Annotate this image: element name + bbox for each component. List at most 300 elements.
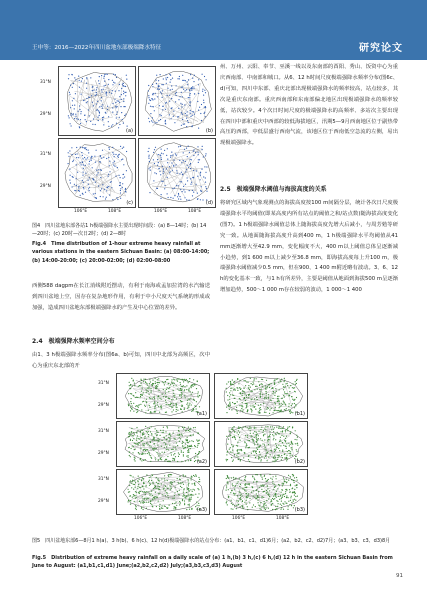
station-marker [175,449,176,450]
station-marker [137,435,138,436]
station-marker [141,454,142,455]
station-marker [176,95,177,96]
station-marker [139,442,140,443]
station-marker [147,449,148,450]
station-marker [117,106,118,107]
station-marker [164,460,165,461]
station-marker [246,407,247,408]
station-marker [283,483,284,484]
station-marker [227,475,228,476]
station-marker [232,485,233,486]
station-marker [154,163,155,164]
station-marker [269,474,270,475]
station-marker [169,461,170,462]
station-marker [104,81,105,82]
station-marker [244,397,245,398]
station-marker [154,448,155,449]
station-marker [249,440,250,441]
station-marker [285,446,286,447]
station-marker [263,491,264,492]
station-marker [279,499,280,500]
station-marker [266,449,267,450]
station-marker [240,506,241,507]
station-marker [114,82,115,83]
station-marker [254,479,255,480]
station-marker [98,172,99,173]
station-marker [96,103,97,104]
station-marker [157,486,158,487]
station-marker [76,178,77,179]
station-marker [260,407,261,408]
station-marker [242,406,243,407]
station-marker [158,438,159,439]
station-marker [167,177,168,178]
station-marker [193,427,194,428]
station-marker [125,189,126,190]
station-marker [205,186,206,187]
station-marker [246,395,247,396]
station-marker [82,175,83,176]
station-marker [153,106,154,107]
station-marker [288,480,289,481]
station-marker [150,503,151,504]
station-marker [152,94,153,95]
station-marker [130,504,131,505]
station-marker [190,428,191,429]
station-marker [98,110,99,111]
station-marker [179,196,180,197]
station-marker [294,499,295,500]
station-marker [184,149,185,150]
station-marker [156,188,157,189]
station-marker [167,427,168,428]
station-marker [134,484,135,485]
station-marker [170,481,171,482]
station-marker [239,405,240,406]
station-marker [166,168,167,169]
station-marker [158,406,159,407]
station-marker [241,480,242,481]
station-marker [107,187,108,188]
station-marker [161,153,162,154]
station-marker [180,379,181,380]
station-marker [231,457,232,458]
station-marker [120,146,121,147]
station-marker [273,435,274,436]
station-marker [142,477,143,478]
station-marker [262,440,263,441]
station-marker [285,393,286,394]
station-marker [181,92,182,93]
station-marker [248,456,249,457]
station-marker [257,399,258,400]
station-marker [287,509,288,510]
station-marker [283,389,284,390]
station-marker [199,107,200,108]
station-marker [164,478,165,479]
station-marker [285,438,286,439]
county-boundary [154,92,189,117]
station-marker [120,190,121,191]
station-marker [140,383,141,384]
station-marker [149,161,150,162]
station-marker [125,191,126,192]
station-marker [288,475,289,476]
station-marker [111,187,112,188]
station-marker [267,407,268,408]
station-marker [155,378,156,379]
station-marker [231,508,232,509]
station-marker [279,406,280,407]
station-marker [200,175,201,176]
station-marker [101,89,102,90]
station-marker [268,397,269,398]
station-marker [234,388,235,389]
station-marker [283,509,284,510]
station-marker [290,476,291,477]
station-marker [203,100,204,101]
station-marker [288,409,289,410]
station-marker [282,495,283,496]
station-marker [182,87,183,88]
station-marker [140,487,141,488]
lon-label: 108°E [178,516,192,521]
station-marker [230,435,231,436]
station-marker [201,120,202,121]
station-marker [167,495,168,496]
station-marker [229,392,230,393]
station-marker [116,117,117,118]
station-marker [159,480,160,481]
station-marker [113,165,114,166]
station-marker [198,391,199,392]
station-marker [95,124,96,125]
station-marker [262,386,263,387]
station-marker [265,388,266,389]
station-marker [164,150,165,151]
station-marker [145,406,146,407]
station-marker [130,500,131,501]
station-marker [245,380,246,381]
station-marker [262,506,263,507]
station-marker [245,485,246,486]
station-marker [156,482,157,483]
station-marker [142,496,143,497]
station-marker [290,433,291,434]
station-marker [180,146,181,147]
station-marker [190,163,191,164]
station-marker [268,495,269,496]
station-marker [158,483,159,484]
station-marker [174,383,175,384]
station-marker [95,182,96,183]
station-marker [189,164,190,165]
station-marker [183,474,184,475]
station-marker [168,383,169,384]
station-marker [101,100,102,101]
station-marker [271,383,272,384]
station-marker [152,86,153,87]
station-marker [142,491,143,492]
lon-label: 106°E [74,209,88,214]
station-marker [189,431,190,432]
station-marker [109,165,110,166]
station-marker [83,182,84,183]
station-marker [144,445,145,446]
station-marker [188,430,189,431]
station-marker [91,160,92,161]
station-marker [157,384,158,385]
station-marker [197,445,198,446]
station-marker [246,446,247,447]
station-marker [190,116,191,117]
station-marker [129,385,130,386]
station-map [215,470,307,514]
station-marker [198,477,199,478]
map-panel [138,138,216,208]
lat-label: 31°N [98,477,109,482]
station-marker [188,499,189,500]
station-marker [174,481,175,482]
station-marker [149,121,150,122]
station-marker [167,456,168,457]
station-marker [247,506,248,507]
station-marker [174,453,175,454]
station-marker [70,123,71,124]
station-marker [150,100,151,101]
station-marker [277,401,278,402]
station-marker [196,408,197,409]
station-map [139,139,215,207]
station-marker [188,405,189,406]
station-marker [181,434,182,435]
station-marker [276,491,277,492]
station-marker [191,445,192,446]
station-marker [245,426,246,427]
station-marker [265,456,266,457]
station-marker [295,391,296,392]
station-marker [184,504,185,505]
station-marker [251,436,252,437]
station-marker [249,484,250,485]
station-marker [243,388,244,389]
station-marker [150,441,151,442]
lat-label: 29°N [98,499,109,504]
station-marker [143,478,144,479]
station-marker [161,399,162,400]
station-marker [149,483,150,484]
station-marker [290,413,291,414]
station-marker [177,78,178,79]
station-marker [161,84,162,85]
station-marker [136,492,137,493]
station-marker [205,155,206,156]
station-marker [68,74,69,75]
station-marker [278,382,279,383]
station-marker [195,427,196,428]
station-marker [182,427,183,428]
left-paragraph-1: 西侧588 dagpm在长江消线附近摆动，有利于南海或孟加拉湾的水汽输送到四川盆地上空，因存在复杂地形作用，有利于中小尺度天气系统的形成或加强，造成四川盆地东部极端强降水的产生及中心位置的差异。 [32,283,210,311]
station-marker [150,493,151,494]
station-marker [103,117,104,118]
station-marker [251,486,252,487]
station-marker [187,479,188,480]
station-marker [251,492,252,493]
station-marker [201,104,202,105]
station-marker [287,385,288,386]
station-marker [277,447,278,448]
station-marker [235,485,236,486]
station-marker [105,74,106,75]
station-marker [159,382,160,383]
station-marker [287,459,288,460]
station-marker [98,169,99,170]
station-marker [238,428,239,429]
station-marker [69,150,70,151]
station-marker [269,413,270,414]
station-marker [242,411,243,412]
station-marker [246,381,247,382]
station-marker [147,491,148,492]
station-marker [154,485,155,486]
station-marker [205,182,206,183]
station-marker [155,383,156,384]
station-marker [266,492,267,493]
station-marker [135,495,136,496]
station-marker [251,453,252,454]
map-panel [214,421,308,467]
station-marker [256,437,257,438]
station-marker [153,488,154,489]
station-marker [179,378,180,379]
station-marker [138,405,139,406]
station-marker [227,451,228,452]
station-marker [176,170,177,171]
station-marker [205,92,206,93]
station-marker [146,431,147,432]
station-marker [190,435,191,436]
station-marker [275,407,276,408]
station-marker [154,487,155,488]
station-marker [100,177,101,178]
station-marker [137,411,138,412]
station-marker [153,397,154,398]
station-marker [276,434,277,435]
station-marker [182,80,183,81]
station-marker [158,432,159,433]
station-marker [188,494,189,495]
station-marker [191,499,192,500]
station-marker [79,80,80,81]
station-marker [269,384,270,385]
station-marker [112,124,113,125]
station-marker [245,435,246,436]
station-marker [251,409,252,410]
station-marker [238,434,239,435]
station-marker [271,408,272,409]
station-marker [146,383,147,384]
station-marker [148,103,149,104]
station-marker [245,403,246,404]
station-marker [174,495,175,496]
station-marker [165,495,166,496]
station-marker [141,441,142,442]
station-marker [286,457,287,458]
station-marker [184,495,185,496]
station-marker [71,125,72,126]
station-marker [295,493,296,494]
station-marker [238,426,239,427]
station-marker [233,459,234,460]
station-marker [187,452,188,453]
station-marker [291,505,292,506]
station-marker [154,406,155,407]
station-marker [144,502,145,503]
station-marker [291,496,292,497]
station-marker [80,123,81,124]
station-marker [107,74,108,75]
station-marker [128,405,129,406]
station-marker [253,380,254,381]
station-marker [93,193,94,194]
station-marker [73,160,74,161]
station-marker [156,388,157,389]
station-marker [189,399,190,400]
station-marker [139,385,140,386]
station-marker [188,480,189,481]
station-marker [274,380,275,381]
station-marker [232,450,233,451]
station-marker [180,189,181,190]
station-marker [114,156,115,157]
station-marker [133,411,134,412]
station-marker [163,78,164,79]
station-marker [237,379,238,380]
station-marker [148,148,149,149]
station-marker [163,171,164,172]
station-marker [261,459,262,460]
station-marker [107,106,108,107]
station-marker [114,99,115,100]
map-panel [214,373,308,419]
station-marker [150,484,151,485]
station-marker [235,493,236,494]
station-marker [265,447,266,448]
station-marker [109,194,110,195]
station-marker [159,398,160,399]
station-marker [172,503,173,504]
station-marker [158,168,159,169]
station-marker [159,412,160,413]
station-marker [240,459,241,460]
station-marker [126,79,127,80]
station-marker [182,386,183,387]
station-marker [264,501,265,502]
station-marker [159,486,160,487]
station-marker [174,122,175,123]
station-marker [165,77,166,78]
station-marker [144,405,145,406]
station-marker [286,429,287,430]
station-marker [141,507,142,508]
station-marker [259,508,260,509]
panel-tag: (b3) [294,507,305,513]
station-marker [253,441,254,442]
station-marker [187,156,188,157]
station-marker [255,451,256,452]
station-marker [289,453,290,454]
station-marker [155,388,156,389]
